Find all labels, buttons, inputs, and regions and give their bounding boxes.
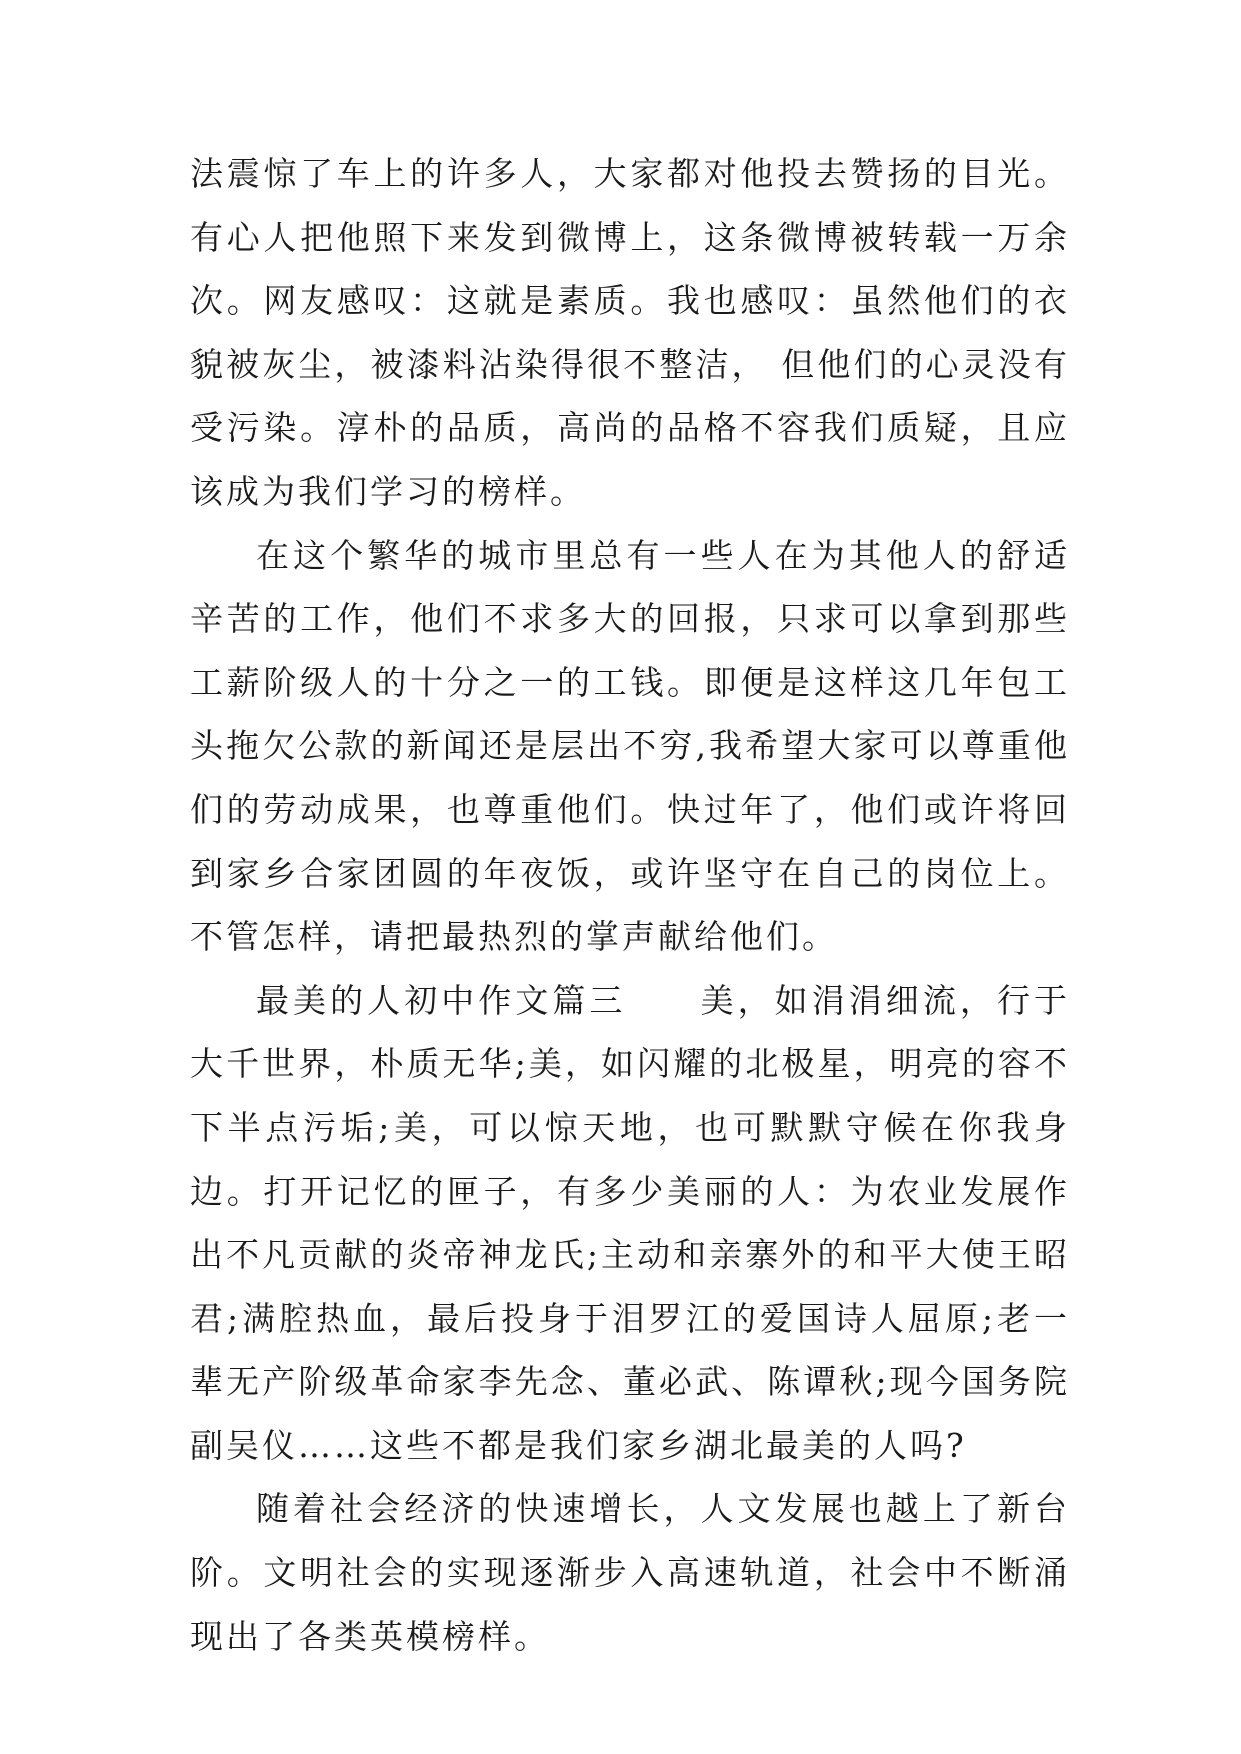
paragraph-4: 随着社会经济的快速增长，人文发展也越上了新台阶。文明社会的实现逐渐步入高速轨道，社会中不断涌现出了各类英模榜样。 [190, 1489, 1070, 1656]
body-text [190, 142, 1070, 1668]
paragraph-1: 法震惊了车上的许多人，大家都对他投去赞扬的目光。有心人把他照下来发到微博上，这条微博被转载一万余次。网友感叹：这就是素质。我也感叹：虽然他们的衣貌被灰尘，被漆料沾染得很不整洁， 但他们的心灵没有受污染。淳朴的品质，高尚的品格不容我们质疑，且应该成为我们学习的榜样。 [190, 154, 1070, 511]
paragraph-3: 最美的人初中作文篇三 美，如涓涓细流，行于大千世界，朴质无华;美，如闪耀的北极星，明亮的容不下半点污垢;美，可以惊天地，也可默默守候在你我身边。打开记忆的匣子，有多少美丽的人：为农业发展作出不凡贡献的炎帝神龙氏;主动和亲寨外的和平大使王昭君;满腔热血，最后投身于泪罗江的爱国诗人屈原;老一辈无产阶级革命家李先念、董必武、陈谭秋;现今国务院副吴仪……这些不都是我们家乡湖北最美的人吗? [190, 980, 1070, 1465]
paragraph-2: 在这个繁华的城市里总有一些人在为其他人的舒适辛苦的工作，他们不求多大的回报，只求可以拿到那些工薪阶级人的十分之一的工钱。即便是这样这几年包工头拖欠公款的新闻还是层出不穷,我希望大家可以尊重他们的劳动成果，也尊重他们。快过年了，他们或许将回到家乡合家团圆的年夜饭，或许坚守在自己的岗位上。不管怎样，请把最热烈的掌声献给他们。 [190, 535, 1070, 957]
